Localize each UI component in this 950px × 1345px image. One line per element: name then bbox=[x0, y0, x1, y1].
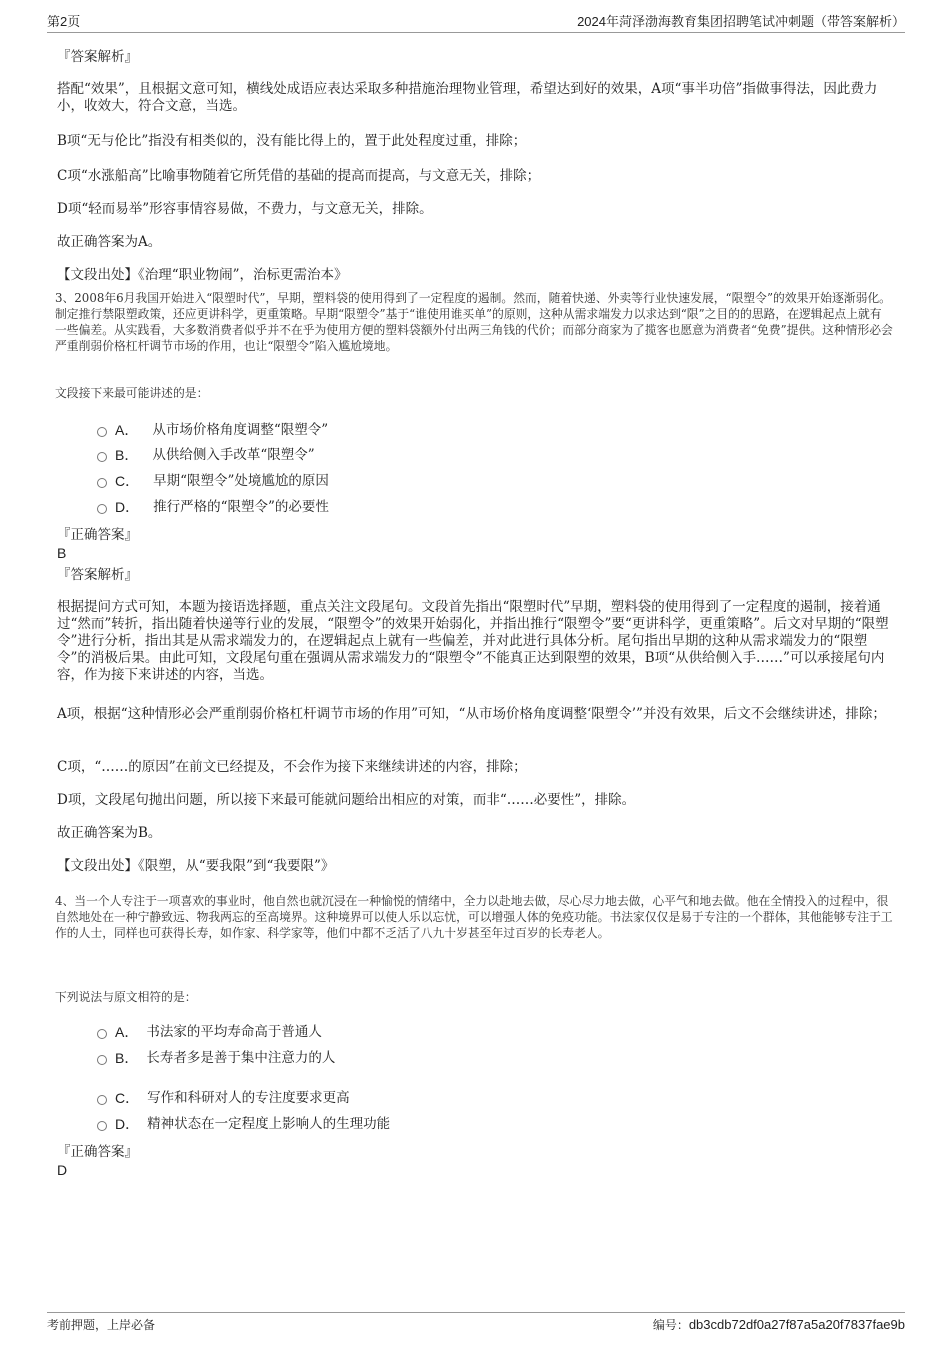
radio-icon[interactable] bbox=[97, 452, 107, 462]
q3-analysis-conclusion: 故正确答案为B。 bbox=[57, 825, 162, 841]
q3-option-d[interactable]: D． 推行严格的“限塑令”的必要性 bbox=[97, 499, 329, 516]
q3-analysis-para-1: 根据提问方式可知，本题为接语选择题，重点关注文段尾句。文段首先指出“限塑时代”早期，塑料袋的使用得到了一定程度的遏制，接着通过“然而”转折，指出随着快递等行业的发展，“限塑令”的效果开始弱化，并指出推行“限塑令”要“更讲科学，更重策略”。后文对早期的“限塑令”进行分析，指出其是从需求端发力的，在逻辑起点上就有一些偏差，并对此进行具体分析。尾句指出早期的这种从需求端发力的“限塑令”的消极后果。由此可知，文段尾句重在强调从需求端发力的“限塑令”不能真正达到限塑的效果，B项“从供给侧入手……”可以承接尾句内容，作为接下来讲述的内容，当选。 bbox=[57, 599, 889, 683]
q4-answer-label: 『正确答案』 bbox=[57, 1144, 138, 1160]
q3-option-a[interactable]: A． 从市场价格角度调整“限塑令” bbox=[97, 422, 328, 439]
q4-prompt: 下列说法与原文相符的是： bbox=[55, 990, 197, 1004]
q3-analysis-para-2: A项，根据“这种情形必会严重削弱价格杠杆调节市场的作用”可知，“从市场价格角度调整‘限塑令’”并没有效果，后文不会继续讲述，排除； bbox=[57, 706, 886, 722]
q4-option-c[interactable]: C． 写作和科研对人的专注度要求更高 bbox=[97, 1090, 350, 1107]
q3-analysis-label: 『答案解析』 bbox=[57, 567, 138, 583]
q3-analysis-para-3: C项，“……的原因”在前文已经提及，不会作为接下来继续讲述的内容，排除； bbox=[57, 759, 527, 775]
q4-option-a[interactable]: A． 书法家的平均寿命高于普通人 bbox=[97, 1024, 322, 1041]
page-header bbox=[47, 14, 905, 33]
q4-stem: 4、当一个人专注于一项喜欢的事业时，他自然也就沉浸在一种愉悦的情绪中，全力以赴地去做，尽心尽力地去做，心平气和地去做。他在全情投入的过程中，很自然地处在一种宁静致远、物我两忘的至高境界。这种境界可以使人乐以忘忧，可以增强人体的免疫功能。书法家仅仅是易于专注的一个群体，其他能够专注于工作的人士，同样也可获得长寿，如作家、科学家等，他们中都不乏活了八九十岁甚至年过百岁的长寿老人。 bbox=[55, 894, 893, 940]
code-value: db3cdb72df0a27f87a5a20f7837fae9b bbox=[688, 1317, 905, 1332]
q2-analysis-conclusion: 故正确答案为A。 bbox=[57, 234, 162, 250]
radio-icon[interactable] bbox=[97, 504, 107, 514]
page-number: 第2页 bbox=[47, 14, 81, 29]
q3-option-c[interactable]: C． 早期“限塑令”处境尴尬的原因 bbox=[97, 473, 329, 490]
radio-icon[interactable] bbox=[97, 1029, 107, 1039]
q4-option-d[interactable]: D． 精神状态在一定程度上影响人的生理功能 bbox=[97, 1116, 390, 1133]
q4-option-b[interactable]: B． 长寿者多是善于集中注意力的人 bbox=[97, 1050, 335, 1067]
q2-analysis-para-1: 搭配“效果”，且根据文意可知，横线处成语应表达采取多种措施治理物业管理，希望达到好的效果，A项“事半功倍”指做事得法，因此费力小，收效大，符合文意，当选。 bbox=[57, 81, 878, 114]
q3-source: 【文段出处】《限塑，从“要我限”到“我要限”》 bbox=[57, 858, 335, 874]
radio-icon[interactable] bbox=[97, 427, 107, 437]
page-footer bbox=[47, 1312, 905, 1332]
q3-answer: B bbox=[57, 545, 67, 561]
q4-answer: D bbox=[57, 1162, 68, 1178]
document-code bbox=[653, 1317, 905, 1333]
radio-icon[interactable] bbox=[97, 1121, 107, 1131]
q3-stem: 3、2008年6月我国开始进入“限塑时代”，早期，塑料袋的使用得到了一定程度的遏制。然而，随着快递、外卖等行业快速发展，“限塑令”的效果开始逐渐弱化。制定推行禁限塑政策，还应更讲科学，更重策略。早期“限塑令”基于“谁使用谁买单”的原则，这种从需求端发力以求达到“限”之目的的思路，在逻辑起点上就有一些偏差。从实践看，大多数消费者似乎并不在乎为使用方便的塑料袋额外付出两三角钱的代价；而部分商家为了揽客也愿意为消费者“免费”提供。这种情形必会严重削弱价格杠杆调节市场的作用，也让“限塑令”陷入尴尬境地。 bbox=[55, 291, 893, 353]
code-label: 编号： bbox=[652, 1318, 689, 1332]
q3-prompt: 文段接下来最可能讲述的是： bbox=[55, 386, 209, 400]
document-title: 2024年菏泽渤海教育集团招聘笔试冲刺题（带答案解析） bbox=[577, 14, 905, 29]
q3-analysis-para-4: D项，文段尾句抛出问题，所以接下来最可能就问题给出相应的对策，而非“……必要性”，排除。 bbox=[57, 792, 636, 808]
radio-icon[interactable] bbox=[97, 478, 107, 488]
q2-source: 【文段出处】《治理“职业物闹”，治标更需治本》 bbox=[57, 267, 348, 283]
q2-analysis-para-3: C项“水涨船高”比喻事物随着它所凭借的基础的提高而提高，与文意无关，排除； bbox=[57, 168, 541, 184]
q2-analysis-para-2: B项“无与伦比”指没有相类似的，没有能比得上的，置于此处程度过重，排除； bbox=[57, 133, 527, 149]
radio-icon[interactable] bbox=[97, 1095, 107, 1105]
q2-analysis-label: 『答案解析』 bbox=[57, 49, 138, 65]
footer-slogan: 考前押题，上岸必备 bbox=[47, 1318, 156, 1332]
q2-analysis-para-4: D项“轻而易举”形容事情容易做，不费力，与文意无关，排除。 bbox=[57, 201, 433, 217]
radio-icon[interactable] bbox=[97, 1055, 107, 1065]
q3-option-b[interactable]: B． 从供给侧入手改革“限塑令” bbox=[97, 447, 315, 464]
q3-answer-label: 『正确答案』 bbox=[57, 527, 138, 543]
